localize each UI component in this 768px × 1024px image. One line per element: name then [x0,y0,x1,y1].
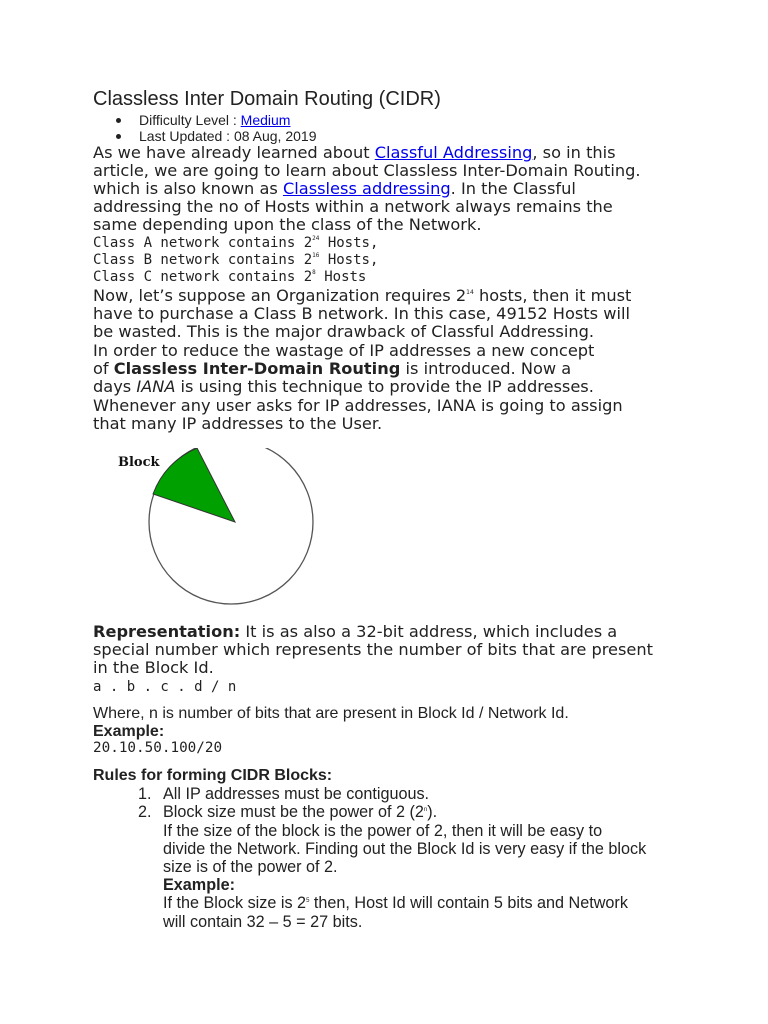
iana-term: IANA [136,377,176,396]
rule-text: If the Block size is 2 [163,894,307,912]
cidr-term: Classless Inter-Domain Routing [113,359,401,378]
rule-text: then, Host Id will contain 5 bits and Network [309,894,628,912]
rule-item-1 [138,785,430,804]
class-text: Hosts, [319,252,379,268]
rules-heading: Rules for forming CIDR Blocks: [93,767,333,784]
para-text: It is as also a 32-bit address, which includes a [240,622,618,641]
representation-line-1 [93,623,617,641]
class-a-line [93,235,378,253]
rule-detail-line-3: size is of the power of 2. [163,858,338,876]
rule-example-heading: Example: [163,876,235,894]
para-text: days [93,377,137,396]
para2-line-1 [93,287,631,305]
class-text: Class C network contains 2 [93,269,313,285]
para2-line-7: Whenever any user asks for IP addresses, IANA is going to assign [93,396,623,415]
intro-text: . In the Classful [450,179,576,198]
block-figure [110,448,330,608]
rule-number: 2. [138,803,152,821]
bullet-icon [116,118,121,123]
rule-number: 1. [138,785,152,803]
rule-text: Block size must be the power of 2 (2 [163,803,424,821]
difficulty-label: Difficulty Level : [139,112,241,128]
intro-line-1 [93,144,616,162]
representation-line-3: in the Block Id. [93,658,214,677]
intro-line-3 [93,180,576,198]
rule-detail-line-1: If the size of the block is the power of 2, then it will be easy to [163,822,603,840]
where-text: Where, n is number of bits that are present in Block Id / Network Id. [93,705,569,722]
para-text: is using this technique to provide the IP addresses. [175,377,594,396]
intro-line-2: article, we are going to learn about Classless Inter-Domain Routing. [93,161,641,180]
class-b-line [93,252,378,270]
class-text: Hosts [315,269,367,285]
rule-example-line-2: will contain 32 – 5 = 27 bits. [163,913,363,931]
exponent: 16 [312,252,320,259]
example-value: 20.10.50.100/20 [93,740,223,756]
para2-line-8: that many IP addresses to the User. [93,414,383,433]
intro-text: which is also known as [93,179,283,198]
classful-addressing-link[interactable]: Classful Addressing [374,143,533,162]
para-text: Now, let’s suppose an Organization requires 2 [93,286,467,305]
rule-example-line-1 [163,894,628,913]
page-title: Classless Inter Domain Routing (CIDR) [93,88,441,110]
para-text: hosts, then it must [473,286,632,305]
last-updated-text: Last Updated : 08 Aug, 2019 [139,128,317,144]
exponent: 8 [312,269,316,276]
para2-line-3: be wasted. This is the major drawback of Classful Addressing. [93,322,595,341]
example-heading: Example: [93,723,165,740]
rule-text: All IP addresses must be contiguous. [163,785,430,803]
intro-text: , so in this [532,143,616,162]
cidr-format: a . b . c . d / n [93,679,237,695]
representation-line-2: special number which represents the number of bits that are present [93,640,653,659]
intro-line-4: addressing the no of Hosts within a network always remains the [93,197,613,216]
intro-text: As we have already learned about [93,143,375,162]
exponent: 24 [312,235,320,242]
block-label: Block [118,455,160,470]
para2-line-2: have to purchase a Class B network. In this case, 49152 Hosts will [93,304,630,323]
class-text: Class B network contains 2 [93,252,313,268]
para2-line-4: In order to reduce the wastage of IP addresses a new concept [93,341,595,360]
para-text: is introduced. Now a [400,359,572,378]
classless-addressing-link[interactable]: Classless addressing [282,179,451,198]
rule-text: ). [427,803,438,821]
block-diagram [110,448,330,608]
difficulty-link[interactable]: Medium [240,112,291,128]
class-text: Class A network contains 2 [93,235,313,251]
para2-line-6 [93,378,594,396]
last-updated [139,128,316,144]
representation-heading: Representation: [93,622,241,641]
exponent: 5 [306,898,310,904]
rule-item-2 [138,803,438,822]
class-c-line [93,269,366,287]
para2-line-5 [93,360,571,378]
exponent: n [423,807,428,813]
exponent: 14 [466,289,474,296]
difficulty-level [139,112,290,128]
bullet-icon [116,134,121,139]
class-text: Hosts, [319,235,379,251]
rule-detail-line-2: divide the Network. Finding out the Block Id is very easy if the block [163,840,647,858]
intro-line-5: same depending upon the class of the Network. [93,215,482,234]
para-text: of [93,359,114,378]
